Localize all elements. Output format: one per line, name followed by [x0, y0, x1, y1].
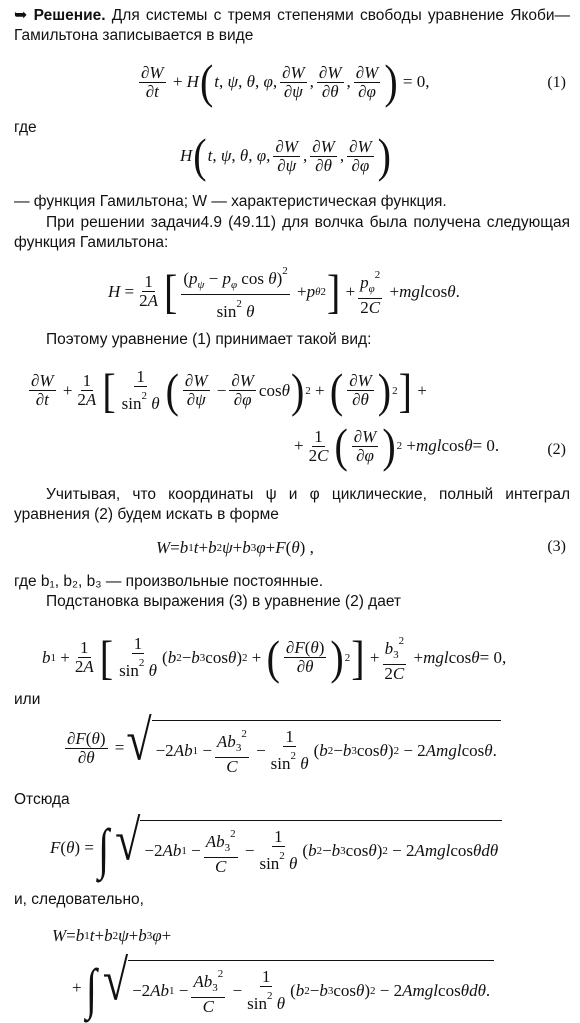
final-equation-line-1: W = b 1 t + b 2 ψ + b 3 φ + — [52, 926, 172, 945]
intro-text: Для системы с тремя степенями свободы уравнение Якоби—Гамильтона записывается в виде — [14, 7, 571, 44]
solution-heading: Решение. — [33, 7, 106, 24]
substituted-equation: b 1 + $\frac{1}{2A}$ [ $\frac{1}{\sin^2 \theta}$ ( b 2 − b 3 cos θ ) 2 + ( $\frac{\partial F(\theta)}{\partial\theta}$ ) 2 ] + $\frac{b_3^2}{2C}$ + mgl cos θ = 0, — [42, 629, 507, 684]
equation-3: W = b 1 t + b 2 ψ + b 3 φ + F ( θ ) , — [156, 538, 314, 557]
equation-1: $\frac{\partial W}{\partial t}$ + H ( t , ψ , θ , φ , $\frac{\partial W}{\partial\psi}$ , $\frac{\partial W}{\partial\theta}$ , $\frac{\partial W}{\partial\varphi}$ ) = 0, — [141, 54, 430, 109]
equation-2-line-1: $\frac{\partial W}{\partial t}$ + $\frac{1}{2A}$ [ $\frac{1}{\sin^2 \theta}$ ( $\frac{\partial W}{\partial\psi}$ − $\frac{\partial W}{\partial\varphi}$ cos θ ) 2 + ( $\frac{\partial W}{\partial\theta}$ ) 2 ] + — [31, 362, 427, 417]
word-ili: или — [14, 691, 41, 708]
constants-text: где b₁, b₂, b₃ — произвольные постоянные. — [14, 573, 324, 590]
problem-reference: При решении задачи4.9 (49.11) для волчка была получена следующая функция Гамильтона: — [14, 214, 570, 251]
hamiltonian-equation: H = $\frac{1}{2A}$ [ $\frac{(p_\psi - p_\varphi \cos \theta)^2}{\sin^2 \theta}$ + p θ 2 ] + $\frac{p_\varphi^2}{2C}$ + mgl cos θ . — [108, 263, 460, 321]
equation-2-number: (2) — [547, 441, 566, 458]
integral-equation: F ( θ ) = ∫ √ −2 Ab 1 − $\frac{Ab_3^2}{C}$ − $\frac{1}{\sin^2 \theta}$ ( b 2 − b 3 cos θ ) 2 − 2 Amgl cos θ dθ — [50, 820, 502, 876]
word-gde: где — [14, 119, 37, 136]
hamilton-function-line: — функция Гамильтона; W — характеристическая функция. — [14, 193, 447, 210]
final-equation-line-2: + ∫ √ −2 Ab 1 − $\frac{Ab_3^2}{C}$ − $\frac{1}{\sin^2 \theta}$ ( b 2 − b 3 cos θ ) 2 − 2 Amgl cos θ dθ . — [72, 960, 494, 1016]
arrow-icon: ➥ — [14, 5, 28, 24]
derivative-equation: $\frac{\partial F(\theta)}{\partial\theta}$ = √ −2 Ab 1 − $\frac{Ab_3^2}{C}$ − $\frac{1}{\sin^2 \theta}$ ( b 2 − b 3 cos θ ) 2 − 2 Amgl cos θ . — [62, 720, 501, 776]
substitution-text: Подстановка выражения (3) в уравнение (2) дает — [46, 593, 402, 610]
equation-2-line-2: + $\frac{1}{2C}$ ( $\frac{\partial W}{\partial\varphi}$ ) 2 + mgl cos θ = 0. — [294, 418, 500, 473]
word-otsyuda: Отсюда — [14, 791, 70, 808]
equation-1-number: (1) — [547, 74, 566, 91]
hamiltonian-args: H ( t , ψ , θ , φ , $\frac{\partial W}{\partial\psi}$ , $\frac{\partial W}{\partial\theta}$ , $\frac{\partial W}{\partial\varphi}$ ) — [180, 128, 391, 183]
word-sledovatelno: и, следовательно, — [14, 891, 144, 908]
solution-intro — [14, 5, 570, 46]
equation-3-number: (3) — [547, 538, 566, 555]
equation-form-text: Поэтому уравнение (1) принимает такой вид: — [46, 331, 372, 348]
cyclic-coordinates-text: Учитывая, что координаты ψ и φ циклические, полный интеграл уравнения (2) будем искать в форме — [14, 486, 570, 523]
